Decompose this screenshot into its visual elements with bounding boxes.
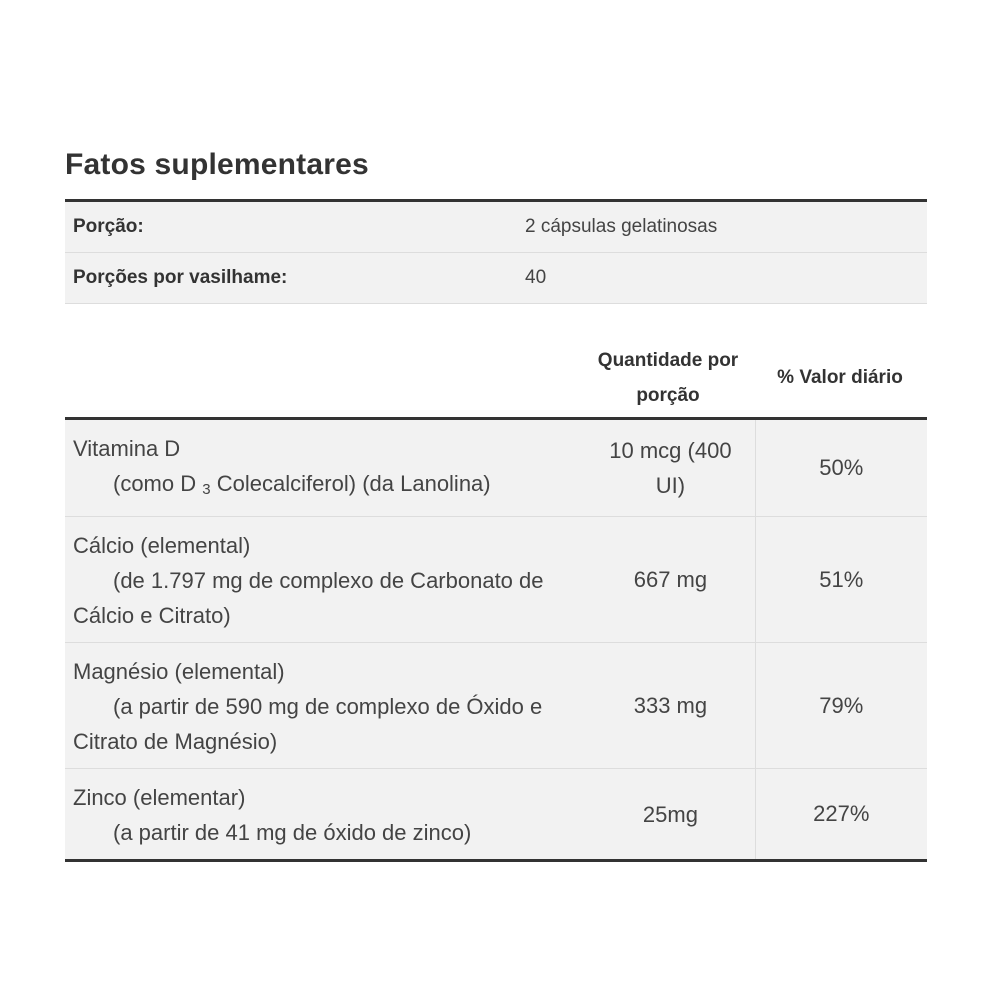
nutrient-name: Cálcio (elemental) <box>73 533 251 558</box>
amount-cell <box>586 420 755 516</box>
header-amount-line1: Quantidade por <box>597 349 739 371</box>
header-amount-line2: porção <box>636 384 700 406</box>
table-row <box>65 643 927 769</box>
amount-cell: 25mg <box>586 769 755 859</box>
servings-per-container-label: Porções por vasilhame: <box>73 267 288 288</box>
servings-per-container-value: 40 <box>525 267 547 288</box>
nutrient-detail: (a partir de 590 mg de complexo de Óxido e <box>113 694 543 719</box>
amount-cell: 333 mg <box>586 643 755 768</box>
serving-size-label: Porção: <box>73 216 144 237</box>
nutrient-detail-continued: Cálcio e Citrato) <box>73 603 231 628</box>
daily-value-cell: 79% <box>819 692 864 718</box>
nutrient-detail-continued: Citrato de Magnésio) <box>73 729 278 754</box>
serving-size-value: 2 cápsulas gelatinosas <box>525 216 718 237</box>
nutrient-detail: (de 1.797 mg de complexo de Carbonato de <box>113 568 544 593</box>
daily-value-cell: 50% <box>819 455 864 480</box>
subscript-number: 3 <box>202 481 211 498</box>
nutrient-detail: (a partir de 41 mg de óxido de zinco) <box>113 820 472 845</box>
amount-cell: 667 mg <box>586 517 755 642</box>
amount-line1: 10 mcg (400 <box>609 438 732 463</box>
nutrient-facts-table <box>65 338 927 862</box>
serving-info-table <box>65 199 927 304</box>
table-row <box>65 769 927 862</box>
daily-value-cell: 227% <box>813 801 870 826</box>
table-row <box>65 517 927 643</box>
daily-value-cell: 51% <box>819 566 864 592</box>
nutrient-name-cell <box>65 420 586 516</box>
amount-line2: UI) <box>655 473 686 498</box>
nutrient-name-cell <box>65 517 586 642</box>
nutrient-name: Magnésio (elemental) <box>73 659 285 684</box>
nutrient-name-cell <box>65 769 586 859</box>
nutrient-detail-text: Colecalciferol) (da Lanolina) <box>210 471 491 496</box>
serving-size-row <box>65 202 927 253</box>
servings-per-container-row <box>65 253 927 304</box>
nutrient-detail <box>73 466 578 507</box>
nutrient-name: Vitamina D <box>73 436 181 461</box>
table-row <box>65 420 927 517</box>
page-title: Fatos suplementares <box>65 148 369 181</box>
nutrient-name: Zinco (elementar) <box>73 785 246 810</box>
nutrient-detail-text: (como D <box>113 471 203 496</box>
header-daily-value: % Valor diário <box>777 366 903 388</box>
header-amount-per-serving <box>583 343 753 413</box>
facts-header <box>65 338 927 420</box>
nutrient-name-cell <box>65 643 586 768</box>
